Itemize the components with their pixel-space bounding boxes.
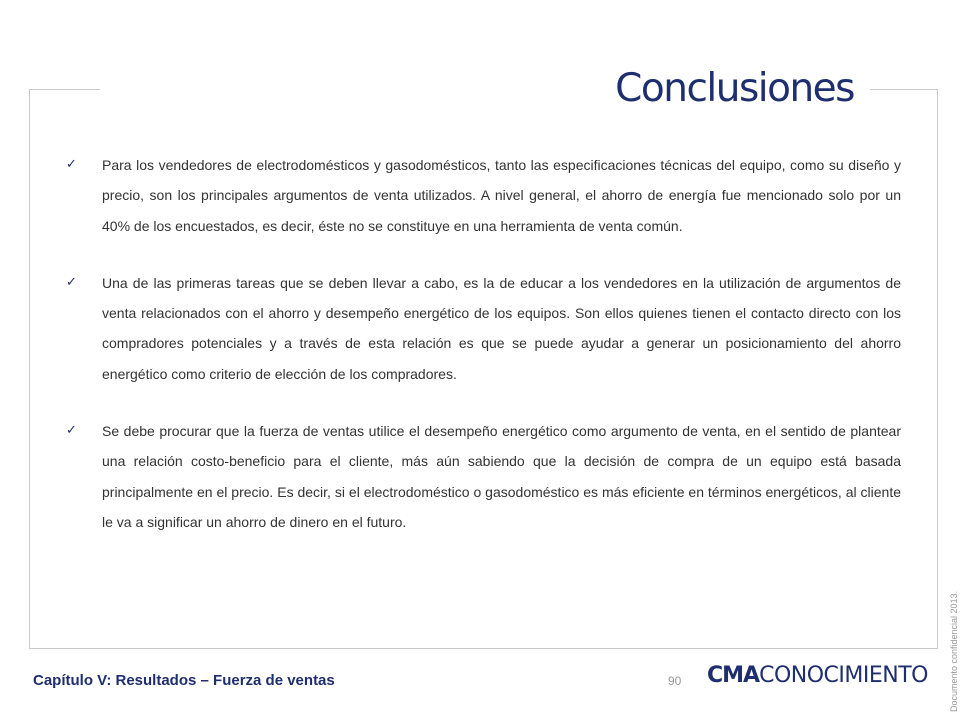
conclusion-text: Para los vendedores de electrodomésticos y gasodomésticos, tanto las especificaciones técnicas del equipo, como su diseño y precio, son los principales argumentos de venta utilizados. A nivel general, el ahorro de energía fue mencionado solo por un 40% de los encuestados, es decir, éste no se constituye en una herramienta de venta común. — [102, 157, 901, 234]
chapter-title: Capítulo V: Resultados – Fuerza de ventas — [33, 672, 335, 689]
company-logo — [707, 663, 928, 688]
conclusion-text: Una de las primeras tareas que se deben llevar a cabo, es la de educar a los vendedores en la utilización de argumentos de venta relacionados con el ahorro y desempeño energético de los equipos. Son ellos quienes tienen el contacto directo con los compradores potenciales y a través de esta relación es que se puede ayudar a generar un posicionamiento del ahorro energético como criterio de elección de los compradores. — [102, 274, 901, 382]
checkmark-icon: ✓ — [66, 274, 77, 290]
conclusion-text: Se debe procurar que la fuerza de ventas utilice el desempeño energético como argumento de venta, en el sentido de plantear una relación costo-beneficio para el cliente, más aún sabiendo que la decisión de compra de un equipo está basada principalmente en el precio. Es decir, si el electrodoméstico o gasodoméstico es más eficiente en términos energéticos, al cliente le va a significar un ahorro de dinero en el futuro. — [102, 423, 901, 530]
conclusion-item-1 — [66, 150, 901, 241]
conclusions-list — [66, 150, 901, 564]
conclusion-item-3 — [66, 416, 901, 537]
page-title: Conclusiones — [609, 64, 860, 114]
conclusion-item-2 — [66, 268, 901, 389]
checkmark-icon: ✓ — [66, 423, 77, 439]
logo-strong: CMA — [707, 663, 760, 688]
page-number: 90 — [668, 674, 682, 688]
confidential-note: Documento confidencial 2013. — [949, 590, 959, 712]
checkmark-icon: ✓ — [66, 157, 77, 172]
logo-light: CONOCIMIENTO — [759, 663, 928, 688]
